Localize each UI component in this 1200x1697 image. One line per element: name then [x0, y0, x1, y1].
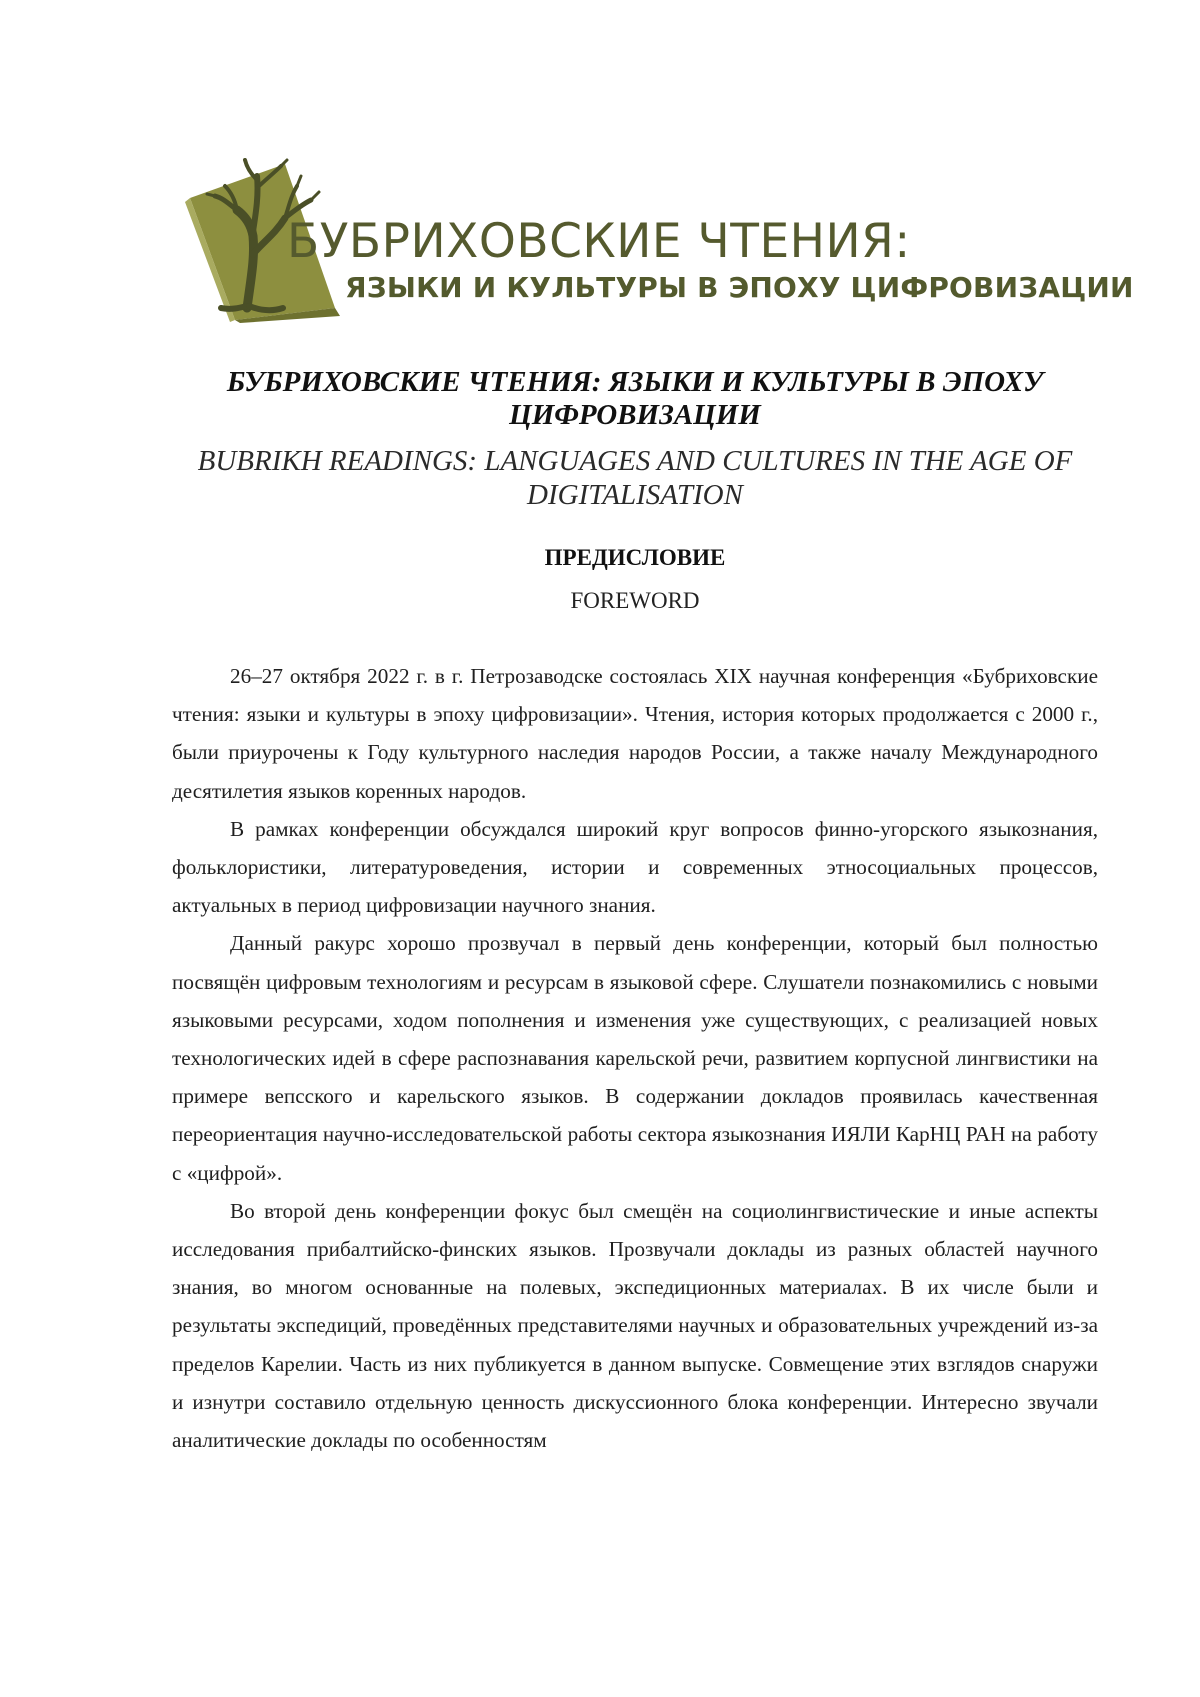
section-heading-ru: ПРЕДИСЛОВИЕ [170, 544, 1100, 572]
document-title-ru: БУБРИХОВСКИЕ ЧТЕНИЯ: ЯЗЫКИ И КУЛЬТУРЫ В ЭПОХУ ЦИФРОВИЗАЦИИ [170, 366, 1100, 432]
section-heading-en: FOREWORD [170, 587, 1100, 615]
document-page [0, 0, 1200, 1697]
paragraph: Во второй день конференции фокус был смещён на социолингвистические и иные аспекты исследования прибалтийско-финских языков. Прозвучали доклады из разных областей научного знания, во многом основанные на полевых, экспедиционных материалах. В их числе были и результаты экспедиций, проведённых представителями научных и образовательных учреждений из-за пределов Карелии. Часть из них публикуется в данном выпуске. Совмещение этих взглядов снаружи и изнутри составило отдельную ценность дискуссионного блока конференции. Интересно звучали аналитические доклады по особенностям [172, 1192, 1098, 1459]
logo-subtitle: ЯЗЫКИ И КУЛЬТУРЫ В ЭПОХУ ЦИФРОВИЗАЦИИ [345, 274, 1134, 302]
logo-title: БУБРИХОВСКИЕ ЧТЕНИЯ: [287, 218, 911, 265]
paragraph: В рамках конференции обсуждался широкий круг вопросов финно-угорского языкознания, фольклористики, литературоведения, истории и современных этносоциальных процессов, актуальных в период цифровизации научного знания. [172, 810, 1098, 925]
conference-logo [185, 158, 1025, 323]
document-title-en: BUBRIKH READINGS: LANGUAGES AND CULTURES IN THE AGE OF DIGITALISATION [170, 444, 1100, 512]
foreword-body [172, 657, 1098, 1459]
paragraph: Данный ракурс хорошо прозвучал в первый день конференции, который был полностью посвящён цифровым технологиям и ресурсам в языковой сфере. Слушатели познакомились с новыми языковыми ресурсами, ходом пополнения и изменения уже существующих, с реализацией новых технологических идей в сфере распознавания карельской речи, развитием корпусной лингвистики на примере вепсского и карельского языков. В содержании докладов проявилась качественная переориентация научно-исследовательской работы сектора языкознания ИЯЛИ КарНЦ РАН на работу с «цифрой». [172, 924, 1098, 1191]
paragraph: 26–27 октября 2022 г. в г. Петрозаводске состоялась XIX научная конференция «Бубриховские чтения: языки и культуры в эпоху цифровизации». Чтения, история которых продолжается с 2000 г., были приурочены к Году культурного наследия народов России, а также началу Международного десятилетия языков коренных народов. [172, 657, 1098, 810]
